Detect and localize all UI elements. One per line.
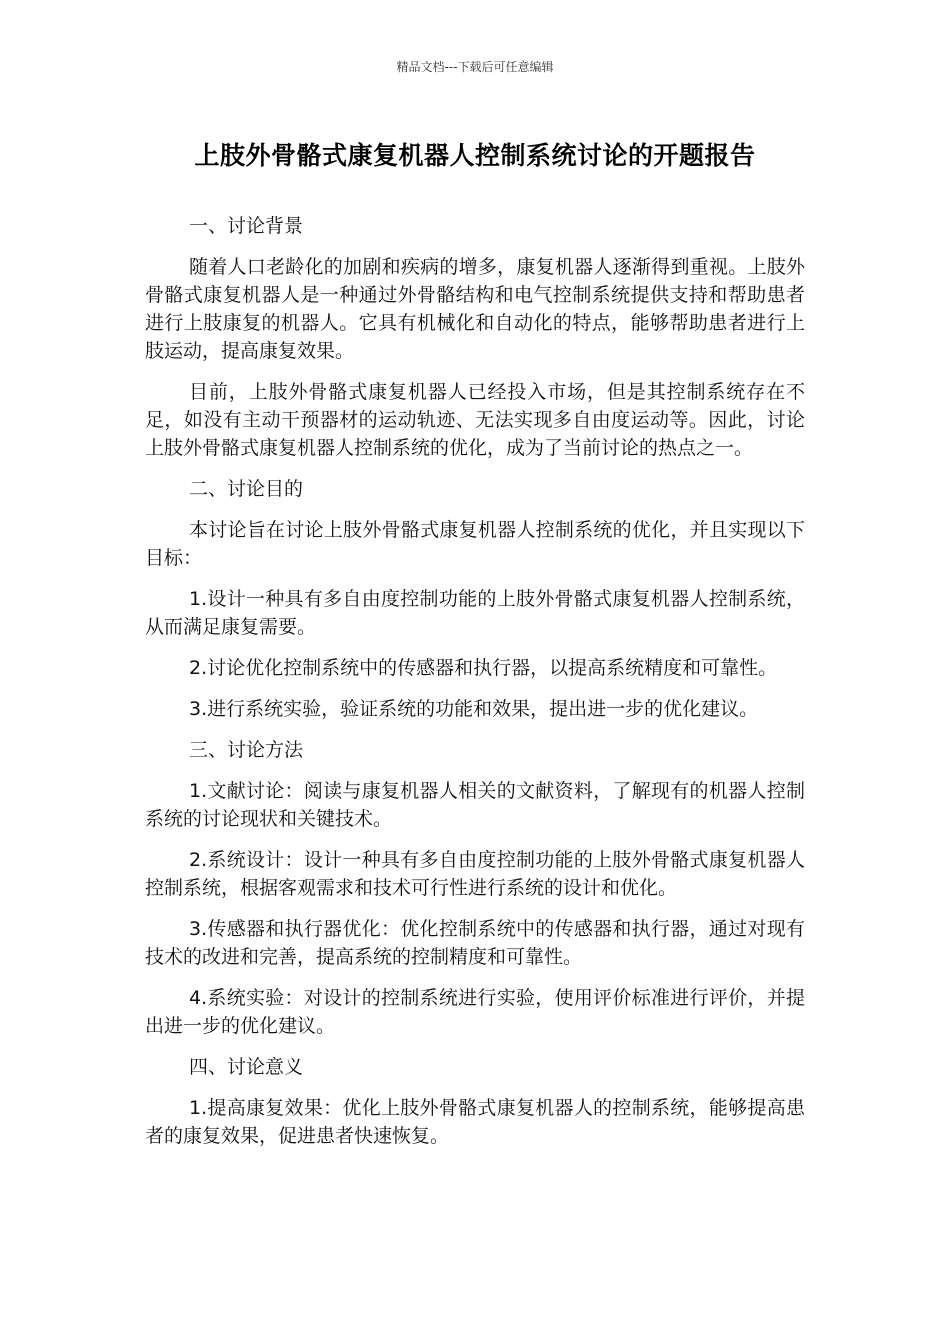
document-body (145, 212, 805, 1163)
paragraph-method-3: 3.传感器和执行器优化：优化控制系统中的传感器和执行器，通过对现有技术的改进和完善，提高系统的控制精度和可靠性。 (145, 918, 805, 968)
paragraph-purpose-goal-2: 2.讨论优化控制系统中的传感器和执行器，以提高系统精度和可靠性。 (189, 657, 778, 679)
section-heading-significance: 四、讨论意义 (189, 1056, 304, 1078)
document-title: 上肢外骨骼式康复机器人控制系统讨论的开题报告 (194, 141, 756, 170)
section-heading-background: 一、讨论背景 (189, 215, 304, 237)
paragraph-background-1: 随着人口老龄化的加剧和疾病的增多，康复机器人逐渐得到重视。上肢外骨骼式康复机器人是一种通过外骨骼结构和电气控制系统提供支持和帮助患者进行上肢康复的机器人。它具有机械化和自动化的特点，能够帮助患者进行上肢运动，提高康复效果。 (145, 256, 805, 362)
paragraph-purpose-intro: 本讨论旨在讨论上肢外骨骼式康复机器人控制系统的优化，并且实现以下目标： (145, 519, 805, 569)
paragraph-purpose-goal-1: 1.设计一种具有多自由度控制功能的上肢外骨骼式康复机器人控制系统，从而满足康复需要。 (145, 588, 805, 638)
section-heading-purpose: 二、讨论目的 (189, 478, 304, 500)
paragraph-method-1: 1.文献讨论：阅读与康复机器人相关的文献资料，了解现有的机器人控制系统的讨论现状和关键技术。 (145, 780, 805, 830)
paragraph-significance-1: 1.提高康复效果：优化上肢外骨骼式康复机器人的控制系统，能够提高患者的康复效果，促进患者快速恢复。 (145, 1097, 805, 1147)
paragraph-purpose-goal-3: 3.进行系统实验，验证系统的功能和效果，提出进一步的优化建议。 (189, 698, 759, 720)
section-heading-method: 三、讨论方法 (189, 739, 304, 761)
paragraph-method-4: 4.系统实验：对设计的控制系统进行实验，使用评价标准进行评价，并提出进一步的优化建议。 (145, 987, 805, 1037)
header-note: 精品文档---下载后可任意编辑 (396, 60, 554, 74)
paragraph-method-2: 2.系统设计：设计一种具有多自由度控制功能的上肢外骨骼式康复机器人控制系统，根据客观需求和技术可行性进行系统的设计和优化。 (145, 849, 805, 899)
paragraph-background-2: 目前，上肢外骨骼式康复机器人已经投入市场，但是其控制系统存在不足，如没有主动干预器材的运动轨迹、无法实现多自由度运动等。因此，讨论上肢外骨骼式康复机器人控制系统的优化，成为了当前讨论的热点之一。 (145, 381, 805, 459)
